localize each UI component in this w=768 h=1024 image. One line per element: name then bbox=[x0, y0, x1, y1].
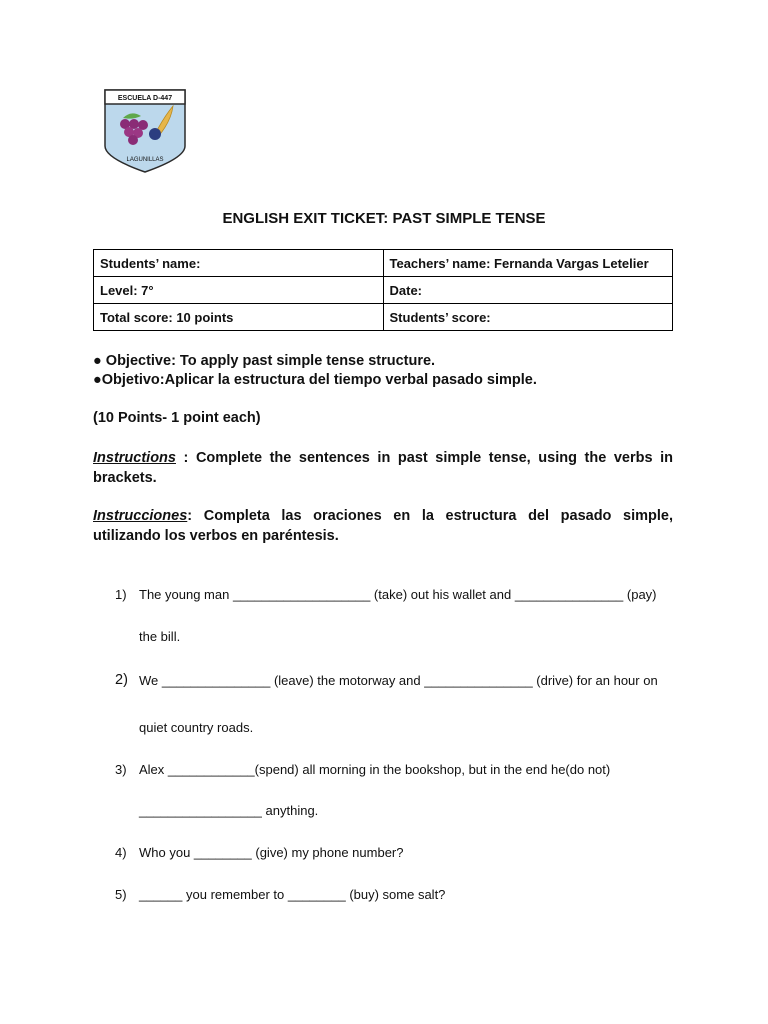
instrucciones-text: : Completa las oraciones en la estructura del pasado simple, utilizando los verbos en paréntesis. bbox=[93, 508, 673, 544]
question-number: 3) bbox=[115, 762, 127, 777]
level-cell: Level: 7° bbox=[94, 277, 384, 304]
table-row bbox=[94, 250, 673, 277]
students-name-cell[interactable]: Students’ name: bbox=[94, 250, 384, 277]
teachers-name-cell: Teachers’ name: Fernanda Vargas Letelier bbox=[383, 250, 673, 277]
question-number: 5) bbox=[115, 887, 127, 902]
objective-en: ● Objective: To apply past simple tense structure. bbox=[93, 353, 436, 369]
objective-block bbox=[93, 352, 537, 390]
question-number: 4) bbox=[115, 845, 127, 860]
instructions-en bbox=[93, 448, 673, 488]
logo-place-text: LAGUNILLAS bbox=[126, 157, 164, 163]
question-number: 2) bbox=[115, 672, 128, 688]
total-score-cell: Total score: 10 points bbox=[94, 304, 384, 331]
page-title: ENGLISH EXIT TICKET: PAST SIMPLE TENSE bbox=[222, 210, 546, 227]
points-note: (10 Points- 1 point each) bbox=[93, 410, 261, 426]
table-row bbox=[94, 304, 673, 331]
question-5-line-1[interactable]: ______ you remember to ________ (buy) some salt? bbox=[139, 887, 446, 902]
question-1-line-1[interactable]: The young man ___________________ (take) out his wallet and _______________ (pay) bbox=[139, 587, 657, 602]
date-cell[interactable]: Date: bbox=[383, 277, 673, 304]
instructions-label: Instructions bbox=[93, 450, 176, 466]
students-score-cell[interactable]: Students’ score: bbox=[383, 304, 673, 331]
instrucciones-label: Instrucciones bbox=[93, 508, 188, 524]
student-info-table bbox=[93, 249, 673, 331]
instructions-es bbox=[93, 506, 673, 546]
question-2-line-1[interactable]: We _______________ (leave) the motorway and _______________ (drive) for an hour on bbox=[139, 673, 658, 688]
question-3-line-1[interactable]: Alex ____________(spend) all morning in the bookshop, but in the end he(do not) bbox=[139, 762, 611, 777]
question-3-line-2[interactable]: _________________ anything. bbox=[139, 803, 319, 818]
question-number: 1) bbox=[115, 587, 127, 602]
school-logo bbox=[103, 88, 187, 174]
objective-es: ●Objetivo:Aplicar la estructura del tiempo verbal pasado simple. bbox=[93, 372, 537, 388]
instructions-text: : Complete the sentences in past simple tense, using the verbs in brackets. bbox=[93, 450, 673, 486]
logo-school-text: ESCUELA D-447 bbox=[117, 95, 173, 102]
table-row bbox=[94, 277, 673, 304]
question-2-line-2: quiet country roads. bbox=[139, 720, 254, 735]
question-1-line-2: the bill. bbox=[139, 629, 181, 644]
question-4-line-1[interactable]: Who you ________ (give) my phone number? bbox=[139, 845, 404, 860]
